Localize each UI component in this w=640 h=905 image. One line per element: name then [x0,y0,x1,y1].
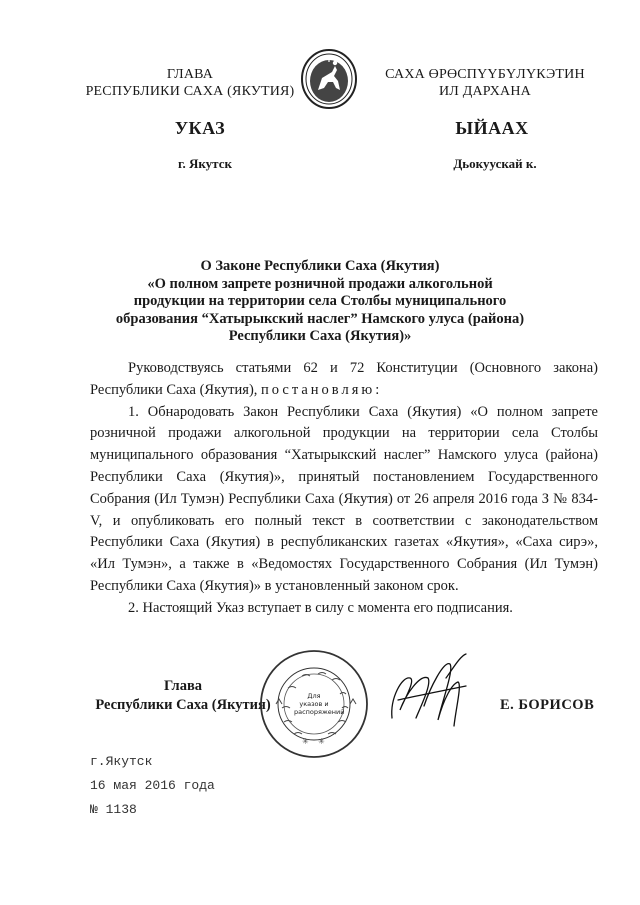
header-left-line2: РЕСПУБЛИКИ САХА (ЯКУТИЯ) [85,84,295,99]
svg-text:✳: ✳ [318,737,325,746]
body-item-1: 1. Обнародовать Закон Республики Саха (Якутия) «О полном запрете розничной продажи алкогольной продукции на территории села Столбы муниципального образования “Хатырыкский наслег” Намского улуса (района) Республики Саха (Якутия)», принятый постановлением Государственного Собрания (Ил Тумэн) Республики Саха (Якутия) от 26 апреля 2016 года З № 834-V, и опубликовать его полный текст в соответствии с законодательством Республики Саха (Якутия) в республиканских газетах «Якутия», «Саха сирэ», «Ил Тумэн», а также в «Ведомостях Государственного Собрания (Ил Тумэн) Республики Саха (Якутия)» в установленный законом срок. [90,403,598,594]
header-left-line1: ГЛАВА [166,67,214,82]
footer-city: г.Якутск [90,754,153,769]
decree-body [90,358,598,620]
title-ru: УКАЗ [174,118,226,138]
header-right [370,66,600,100]
handwritten-signature [380,648,480,738]
emblem-icon [300,48,358,110]
signature-title [88,677,278,715]
header-right-line1: САХА ӨРӨСПҮҮБҮЛҮКЭТИН [385,67,585,82]
law-title-line3: продукции на территории села Столбы муниципального [133,293,507,309]
signature-title-line2: Республики Саха (Якутия) [95,697,271,713]
city-ru: г. Якутск [178,156,232,171]
law-title-line1: О Законе Республики Саха (Якутия) [200,258,440,274]
law-title-line4: образования “Хатырыкский наслег” Намского улуса (района) [115,310,525,327]
footer-number: № 1138 [90,802,137,817]
stamp-inner-text [294,692,345,716]
svg-text:✳: ✳ [302,737,309,746]
footer-date: 16 мая 2016 года [90,778,215,793]
body-intro [90,358,598,402]
law-title [80,258,560,346]
official-stamp [258,648,370,760]
stamp-inner-line1: Для [307,692,321,700]
stamp-inner-line3: распоряжений [294,708,345,716]
stamp-inner-line2: указов и [299,700,329,708]
signatory-name: Е. БОРИСОВ [500,697,595,713]
body-intro-decree-word: постановляю: [261,381,383,398]
coat-of-arms-emblem [300,48,358,110]
signature-title-line1: Глава [163,678,203,694]
title-sah: ЫЙААХ [455,118,529,138]
law-title-line2: «О полном запрете розничной продажи алкогольной [147,275,493,292]
law-title-line5: Республики Саха (Якутия)» [228,328,412,344]
body-item-2: 2. Настоящий Указ вступает в силу с момента его подписания. [128,599,513,616]
city-sah: Дьокуускай к. [453,156,537,171]
header-left [70,66,310,100]
header-right-line2: ИЛ ДАРХАНА [438,84,531,99]
body-intro-text: Руководствуясь статьями 62 и 72 Конституции (Основного закона) Республики Саха (Якутия), [90,360,598,398]
signature-scribble-icon [380,648,480,738]
